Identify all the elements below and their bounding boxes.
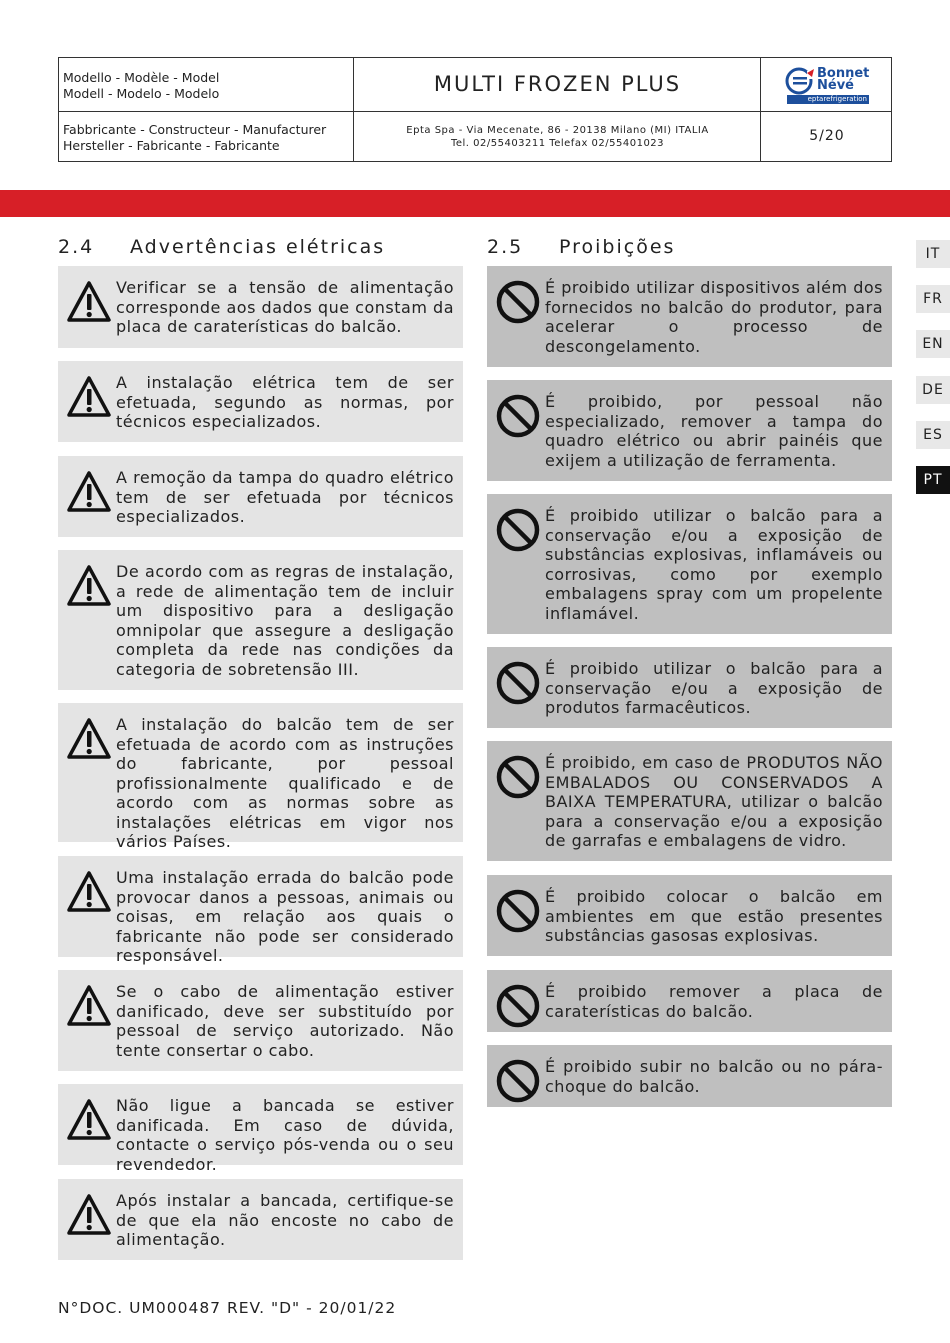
prohibition-icon bbox=[495, 754, 541, 800]
warning-item bbox=[58, 456, 463, 537]
prohibition-icon bbox=[495, 983, 541, 1029]
prohibition-text: É proibido utilizar o balcão para a conservação e/ou a exposição de produtos farmacêuticos. bbox=[545, 659, 883, 717]
logo-text: Névé bbox=[817, 78, 854, 93]
warning-item bbox=[58, 361, 463, 442]
section-heading-warnings: 2.4 Advertências elétricas bbox=[58, 236, 386, 258]
document-number: N°DOC. UM000487 REV. "D" - 20/01/22 bbox=[58, 1299, 397, 1317]
prohibition-item bbox=[487, 875, 892, 956]
section-heading-prohibitions: 2.5 Proibições bbox=[487, 236, 676, 258]
prohibition-item bbox=[487, 1045, 892, 1107]
prohibition-item bbox=[487, 647, 892, 728]
warning-triangle-icon bbox=[66, 983, 112, 1029]
prohibition-item bbox=[487, 741, 892, 861]
warning-triangle-icon bbox=[66, 374, 112, 420]
warning-triangle-icon bbox=[66, 716, 112, 762]
lang-tab-fr[interactable]: FR bbox=[916, 285, 950, 313]
warning-text: De acordo com as regras de instalação, a rede de alimentação tem de incluir um dispositivo para a desligação omnipolar que assegure a desligação completa da rede nas condições da categoria de sobretensão III. bbox=[116, 562, 454, 679]
prohibition-text: É proibido, em caso de PRODUTOS NÃO EMBALADOS OU CONSERVADOS A BAIXA TEMPERATURA, utilizar o balcão para a conservação e/ou a exposição de garrafas e embalagens de vidro. bbox=[545, 753, 883, 850]
logo-subtext: eptarefrigeration bbox=[787, 95, 869, 104]
warning-text: Não ligue a bancada se estiver danificada. Em caso de dúvida, contacte o serviço pós-venda ou o seu revendedor. bbox=[116, 1096, 454, 1174]
prohibition-text: É proibido colocar o balcão em ambientes em que estão presentes substâncias gasosas explosivas. bbox=[545, 887, 883, 945]
manufacturer-address: Epta Spa - Via Mecenate, 86 - 20138 Milano (MI) ITALIA Tel. 02/55403211 Telefax 02/55401023 bbox=[406, 125, 709, 149]
prohibition-item bbox=[487, 380, 892, 481]
warning-triangle-icon bbox=[66, 1097, 112, 1143]
logo-mark-icon bbox=[785, 67, 817, 95]
warning-text: Se o cabo de alimentação estiver danificado, deve ser substituído por pessoal de serviço autorizado. Não tente consertar o cabo. bbox=[116, 982, 454, 1060]
prohibition-icon bbox=[495, 1058, 541, 1104]
warning-triangle-icon bbox=[66, 869, 112, 915]
accent-bar bbox=[0, 190, 950, 217]
document-title: MULTI FROZEN PLUS bbox=[433, 72, 682, 96]
prohibition-icon bbox=[495, 888, 541, 934]
lang-tab-en[interactable]: EN bbox=[916, 330, 950, 358]
prohibition-text: É proibido remover a placa de caraterísticas do balcão. bbox=[545, 982, 883, 1021]
prohibition-text: É proibido, por pessoal não especializado, remover a tampa do quadro elétrico ou abrir painéis que exijem a utilização de ferramenta. bbox=[545, 392, 883, 470]
document-header bbox=[58, 57, 892, 162]
prohibition-item bbox=[487, 494, 892, 634]
warning-text: A instalação elétrica tem de ser efetuada, segundo as normas, por técnicos especializados. bbox=[116, 373, 454, 431]
warning-item bbox=[58, 266, 463, 348]
prohibition-text: É proibido utilizar o balcão para a conservação e/ou a exposição de substâncias explosivas, inflamáveis ou corrosivas, como por exemplo embalagens spray com um propelente inflamável. bbox=[545, 506, 883, 623]
warning-text: A instalação do balcão tem de ser efetuada de acordo com as instruções do fabricante, por pessoal profissionalmente qualificado e de acordo com as normas sobre as instalações elétricas em vigor nos vários Países. bbox=[116, 715, 454, 851]
prohibition-text: É proibido utilizar dispositivos além dos fornecidos no balcão do produtor, para acelerar o processo de descongelamento. bbox=[545, 278, 883, 356]
lang-tab-it[interactable]: IT bbox=[916, 240, 950, 268]
prohibition-item bbox=[487, 266, 892, 367]
lang-tab-de[interactable]: DE bbox=[916, 376, 950, 404]
lang-tab-es[interactable]: ES bbox=[916, 421, 950, 449]
warning-text: Verificar se a tensão de alimentação corresponde aos dados que constam da placa de caraterísticas do balcão. bbox=[116, 278, 454, 336]
prohibition-icon bbox=[495, 660, 541, 706]
prohibition-icon bbox=[495, 279, 541, 325]
prohibition-icon bbox=[495, 507, 541, 553]
warning-triangle-icon bbox=[66, 469, 112, 515]
warning-item bbox=[58, 856, 463, 965]
brand-logo bbox=[783, 65, 873, 105]
model-label: Modello - Modèle - Model Modell - Modelo - Modelo bbox=[63, 70, 220, 101]
warning-item bbox=[58, 1179, 463, 1260]
manufacturer-label: Fabbricante - Constructeur - Manufacturer Hersteller - Fabricante - Fabricante bbox=[63, 122, 327, 153]
warning-text: Uma instalação errada do balcão pode provocar danos a pessoas, animais ou coisas, em relação aos quais o fabricante não pode ser considerado responsável. bbox=[116, 868, 454, 965]
warning-item bbox=[58, 550, 463, 690]
header-divider bbox=[59, 111, 891, 112]
logo-text: Bonnet bbox=[817, 66, 870, 81]
page-number: 5/20 bbox=[809, 128, 845, 144]
prohibition-item bbox=[487, 970, 892, 1032]
warning-item bbox=[58, 1084, 463, 1174]
warning-triangle-icon bbox=[66, 563, 112, 609]
prohibition-icon bbox=[495, 393, 541, 439]
warning-triangle-icon bbox=[66, 1192, 112, 1238]
prohibition-text: É proibido subir no balcão ou no pára-choque do balcão. bbox=[545, 1057, 883, 1096]
lang-tab-pt[interactable]: PT bbox=[916, 466, 950, 494]
warning-item bbox=[58, 703, 463, 851]
warning-item bbox=[58, 970, 463, 1071]
warning-text: A remoção da tampa do quadro elétrico tem de ser efetuada por técnicos especializados. bbox=[116, 468, 454, 526]
warning-triangle-icon bbox=[66, 279, 112, 325]
warning-text: Após instalar a bancada, certifique-se de que ela não encoste no cabo de alimentação. bbox=[116, 1191, 454, 1249]
